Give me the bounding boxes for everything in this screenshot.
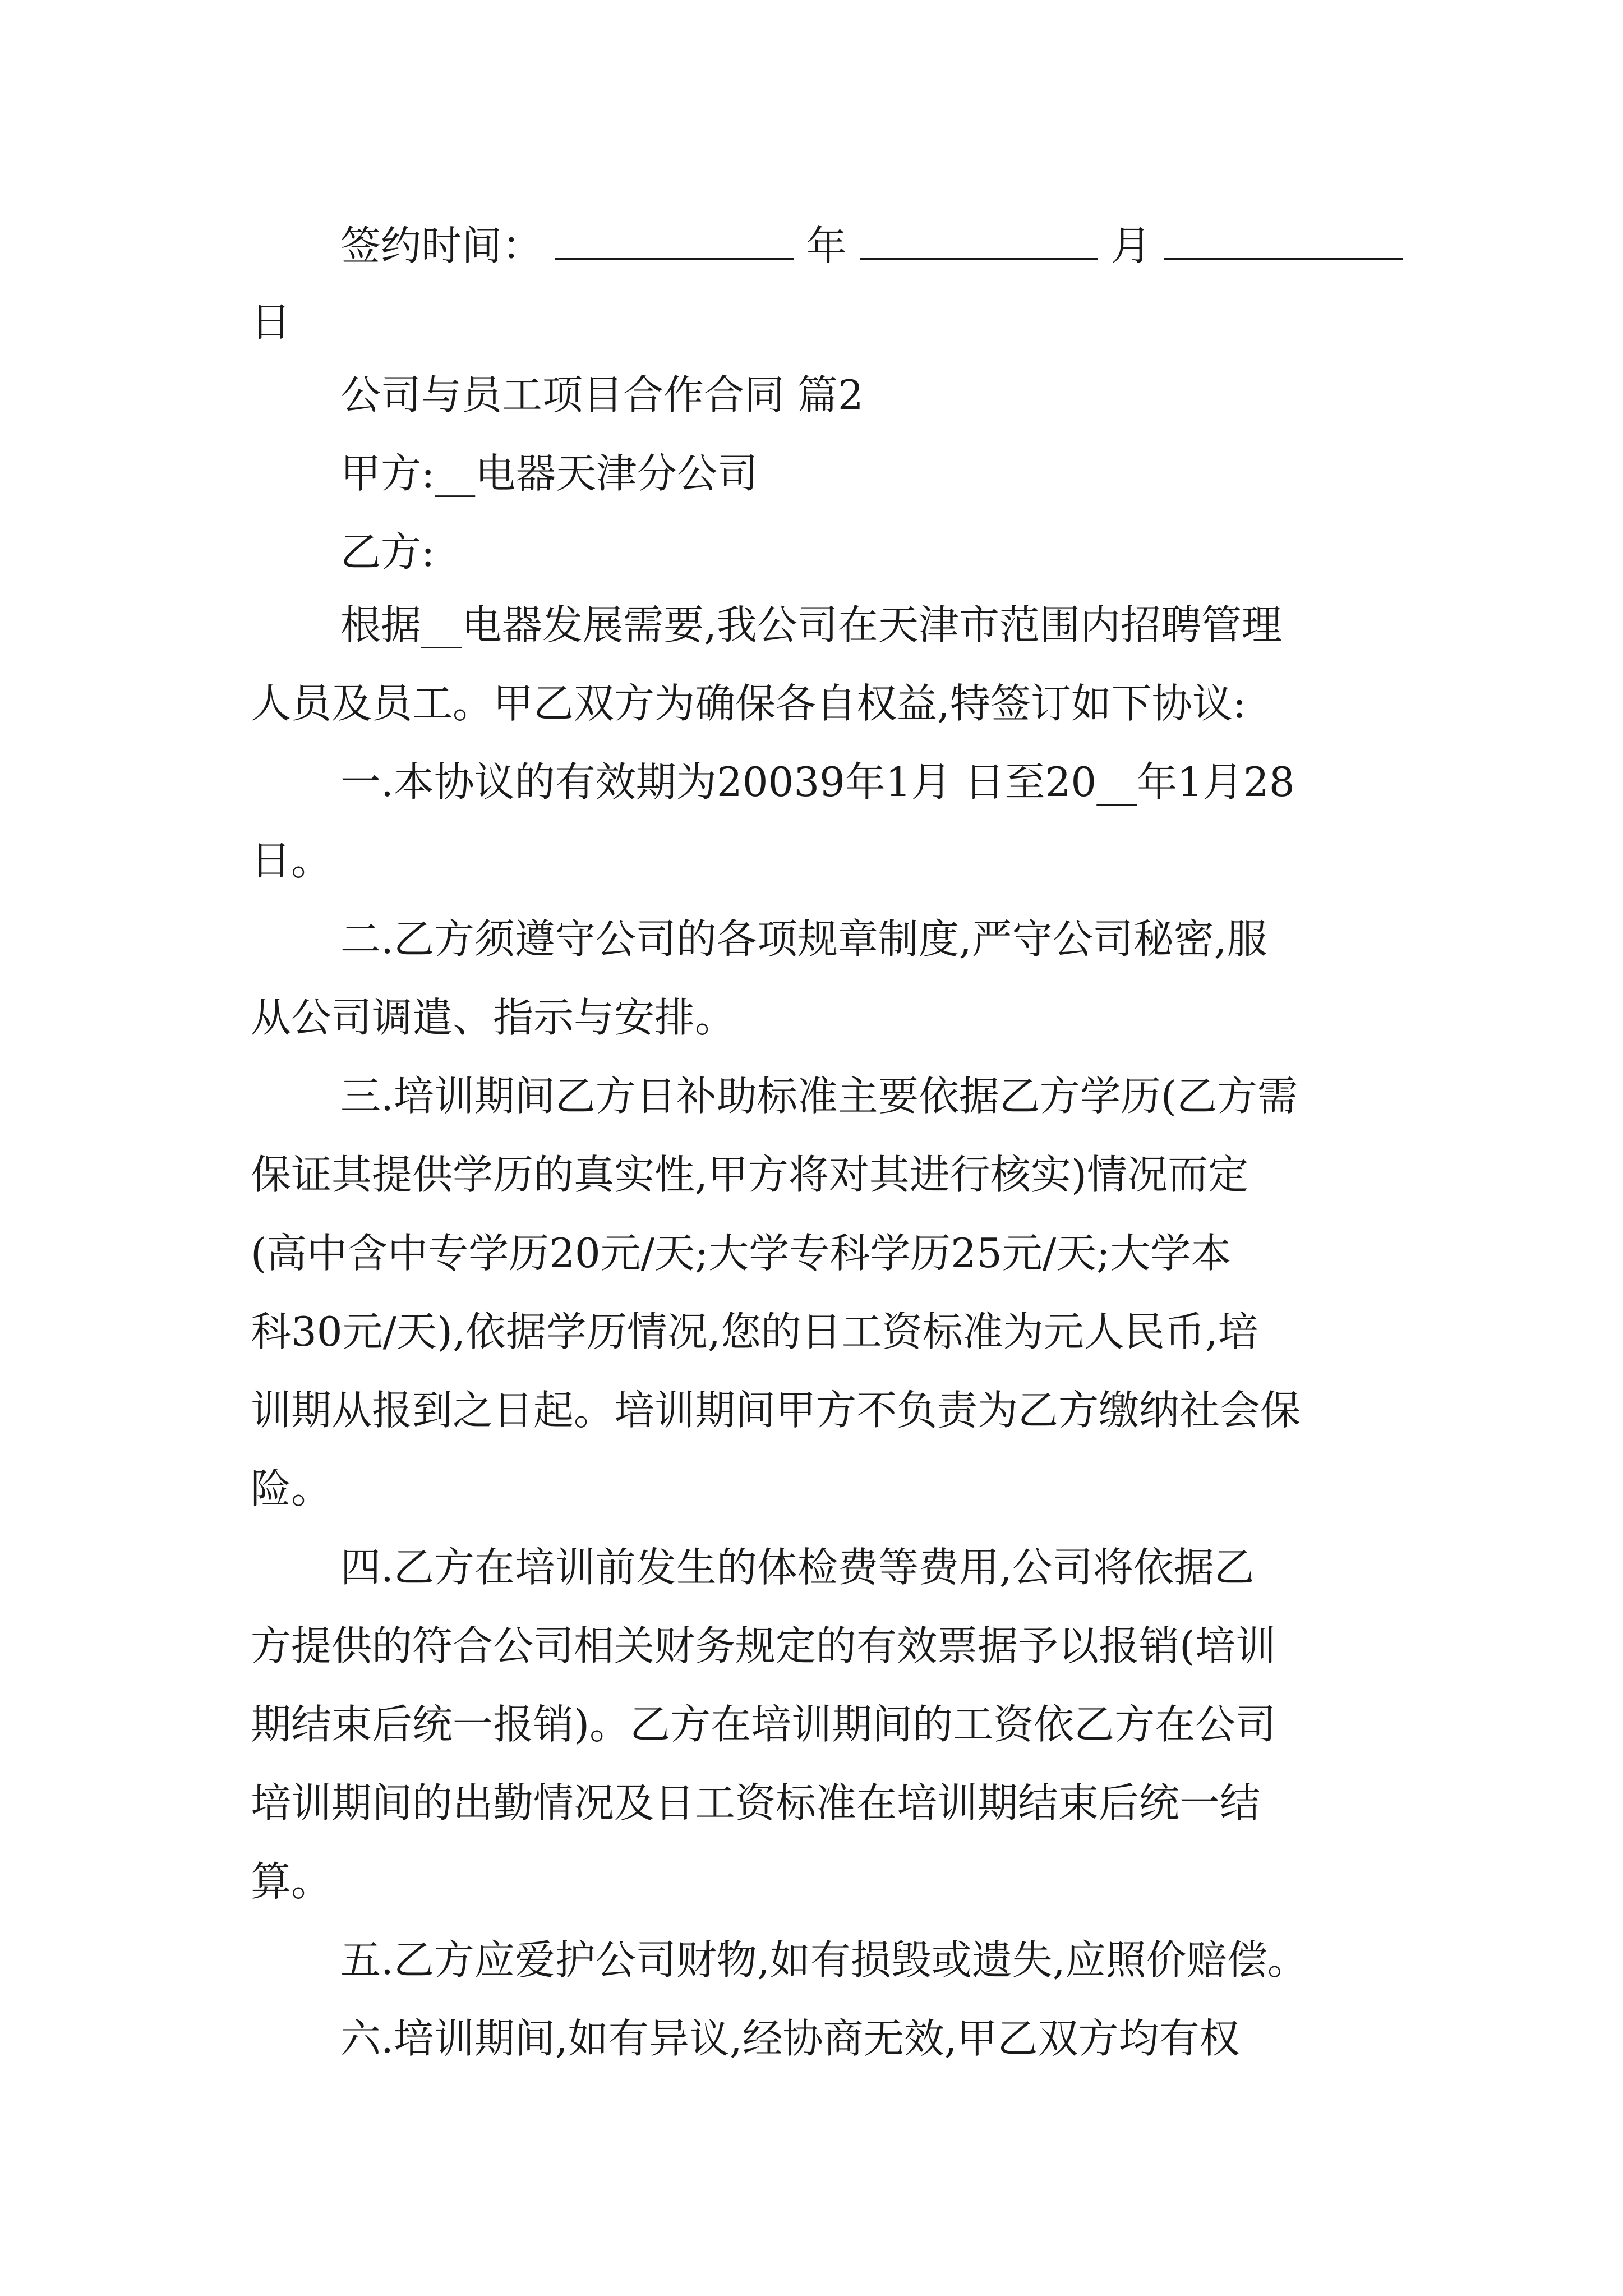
sign-date-label: 签约时间： bbox=[340, 222, 543, 269]
clause2-line-2: 从公司调遣、指示与安排。 bbox=[251, 994, 736, 1041]
clause3-line-2: 保证其提供学历的真实性,甲方将对其进行核实)情况而定 bbox=[251, 1151, 1248, 1198]
day-blank bbox=[1164, 223, 1403, 260]
clause4-line-5: 算。 bbox=[251, 1858, 332, 1905]
clause6-line: 六.培训期间,如有异议,经协商无效,甲乙双方均有权 bbox=[340, 2015, 1240, 2062]
day-label: 日 bbox=[251, 298, 292, 346]
month-blank bbox=[860, 223, 1098, 260]
intro-line-2: 人员及员工。甲乙双方为确保各自权益,特签订如下协议: bbox=[251, 680, 1247, 727]
sign-date-line bbox=[340, 222, 1403, 269]
clause5-line: 五.乙方应爱护公司财物,如有损毁或遗失,应照价赔偿。 bbox=[340, 1936, 1308, 1984]
month-label: 月 bbox=[1110, 222, 1151, 269]
clause2-line-1: 二.乙方须遵守公司的各项规章制度,严守公司秘密,服 bbox=[340, 915, 1267, 963]
clause3-line-1: 三.培训期间乙方日补助标准主要依据乙方学历(乙方需 bbox=[340, 1073, 1298, 1120]
clause4-line-4: 培训期间的出勤情况及日工资标准在培训期结束后统一结 bbox=[251, 1779, 1261, 1826]
party-b: 乙方: bbox=[340, 528, 435, 576]
year-blank bbox=[555, 223, 794, 260]
clause3-line-6: 险。 bbox=[251, 1465, 332, 1512]
intro-line-1: 根据__电器发展需要,我公司在天津市范围内招聘管理 bbox=[340, 601, 1282, 648]
clause3-line-4: 科30元/天),依据学历情况,您的日工资标准为元人民币,培 bbox=[251, 1308, 1258, 1355]
clause4-line-1: 四.乙方在培训前发生的体检费等费用,公司将依据乙 bbox=[340, 1544, 1255, 1591]
clause4-line-3: 期结束后统一报销)。乙方在培训期间的工资依乙方在公司 bbox=[251, 1701, 1276, 1748]
clause4-line-2: 方提供的符合公司相关财务规定的有效票据予以报销(培训 bbox=[251, 1622, 1276, 1669]
clause3-line-5: 训期从报到之日起。培训期间甲方不负责为乙方缴纳社会保 bbox=[251, 1387, 1301, 1434]
contract-heading: 公司与员工项目合作合同 篇2 bbox=[340, 371, 864, 418]
clause3-line-3: (高中含中专学历20元/天;大学专科学历25元/天;大学本 bbox=[251, 1230, 1232, 1277]
party-a: 甲方:__电器天津分公司 bbox=[340, 450, 758, 497]
clause1-line-2: 日。 bbox=[251, 837, 332, 884]
year-label: 年 bbox=[806, 222, 847, 269]
clause1-line-1: 一.本协议的有效期为20039年1月 日至20__年1月28 bbox=[340, 758, 1295, 806]
